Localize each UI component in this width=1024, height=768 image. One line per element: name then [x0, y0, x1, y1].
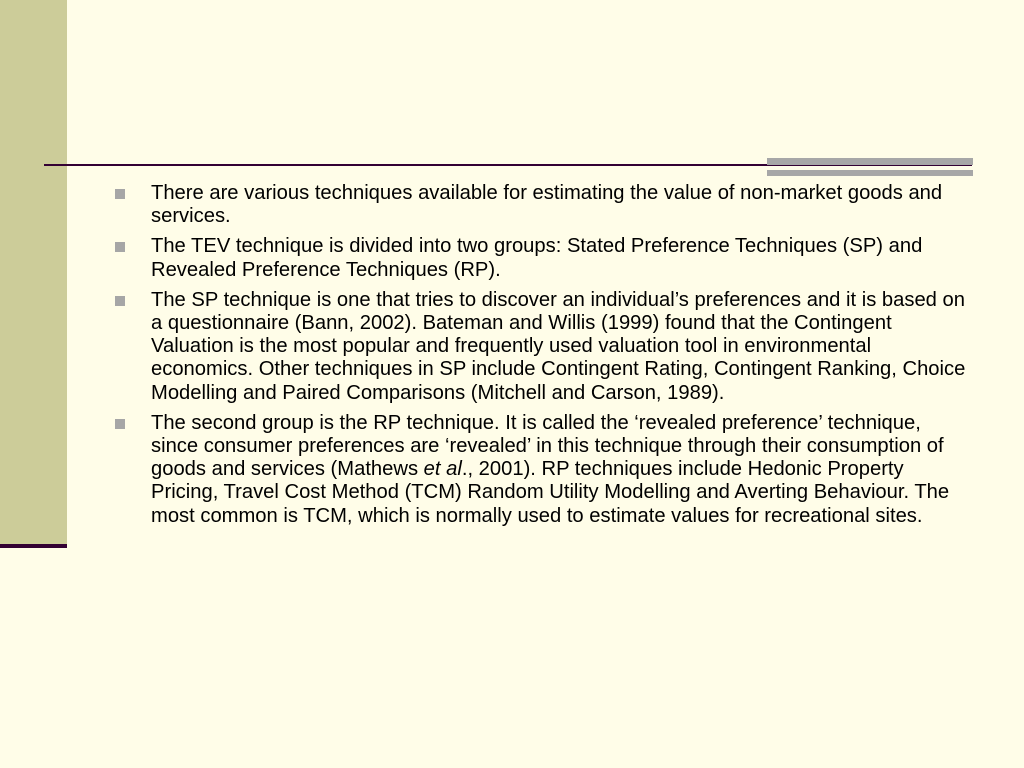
bullet-text-end: ., 2001). RP techniques include Hedonic Property Pricing, Travel Cost Method (TCM) Random Utility Modelling and Averting Behaviour. The most common is TCM, which is normally used to estimate values for recreational sites.	[151, 458, 950, 527]
bullet-text: The SP technique is one that tries to discover an individual’s preferences and it is based on a questionnaire (Bann, 2002). Bateman and Willis (1999) found that the Contingent Valuation is the most popular and frequently used valuation tool in environmental economics. Other techniques in SP include Contingent Rating, Contingent Ranking, Choice Modelling and Paired Comparisons (Mitchell and Carson, 1989).	[151, 288, 966, 404]
bullet-item-3	[112, 289, 968, 405]
accent-bars	[767, 158, 973, 178]
square-bullet-icon	[115, 242, 125, 252]
bullet-text-italic: et al	[423, 458, 462, 481]
left-decorative-band	[0, 0, 67, 545]
left-band-rule	[0, 544, 67, 548]
square-bullet-icon	[115, 419, 125, 429]
accent-bar-top	[767, 158, 973, 165]
bullet-text-start: The second group is the RP technique. It is called the ‘revealed preference’ technique, since consumer preferences are ‘revealed’ in this technique through their consumption of goods and services (Mathews	[151, 411, 944, 481]
square-bullet-icon	[115, 296, 125, 306]
bullet-item-1	[112, 182, 968, 228]
slide-body	[112, 182, 968, 535]
bullet-item-4	[112, 412, 968, 528]
square-bullet-icon	[115, 189, 125, 199]
accent-bar-bottom	[767, 170, 973, 176]
bullet-list	[112, 182, 968, 528]
bullet-item-2	[112, 235, 968, 281]
bullet-text: There are various techniques available for estimating the value of non-market goods and services.	[151, 182, 943, 228]
bullet-text: The TEV technique is divided into two groups: Stated Preference Techniques (SP) and Revealed Preference Techniques (RP).	[151, 235, 923, 281]
